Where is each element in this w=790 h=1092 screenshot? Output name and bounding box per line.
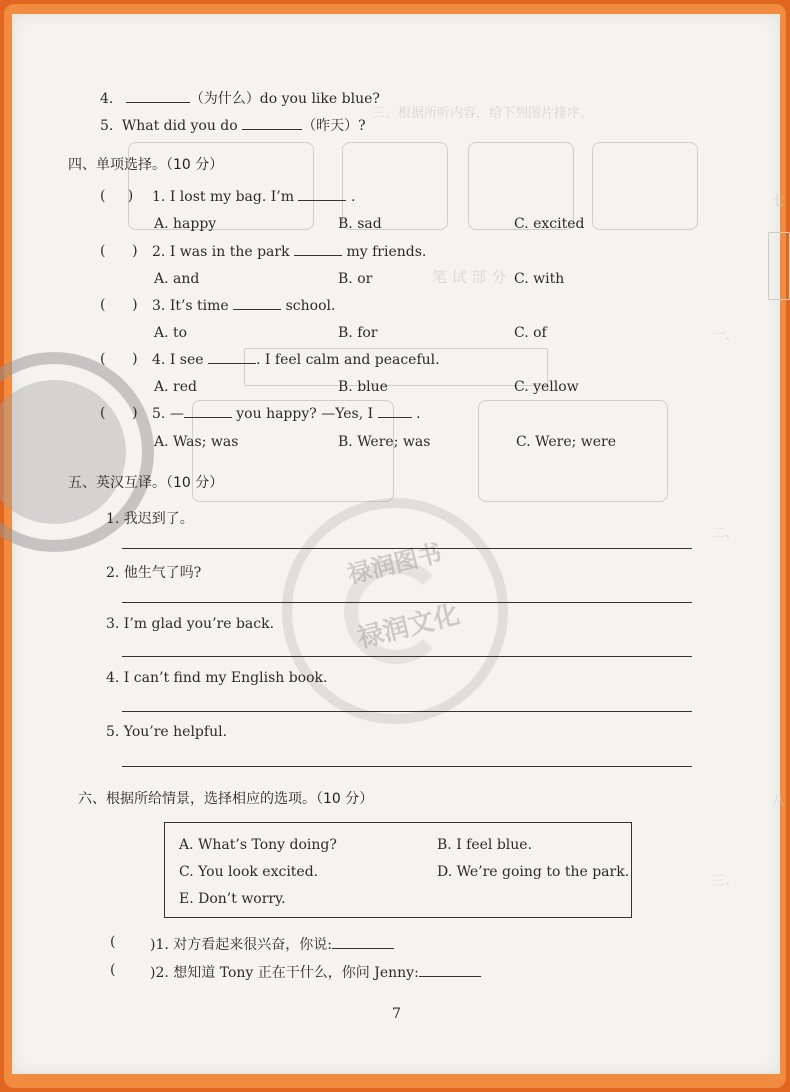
worksheet-page: [12, 14, 786, 1074]
watermark-line2: 禄润文化: [354, 599, 463, 655]
option-c: C. yellow: [514, 379, 579, 395]
translate-item-3: 3. I’m glad you’re back.: [106, 616, 275, 632]
situation-option-a: A. What’s Tony doing?: [179, 837, 337, 853]
question-text: It’s time: [169, 298, 229, 314]
question-number: )2.: [150, 965, 169, 981]
answer-paren[interactable]: ( ): [100, 297, 138, 313]
translate-item-4: 4. I can’t find my English book.: [106, 670, 328, 686]
question-text: school.: [285, 298, 336, 314]
translate-item-2: 2. 他生气了吗?: [106, 565, 202, 581]
answer-blank[interactable]: [242, 117, 302, 130]
answer-blank[interactable]: [332, 936, 394, 949]
answer-paren[interactable]: (: [110, 934, 143, 950]
answer-line[interactable]: [122, 548, 692, 549]
option-a: A. and: [154, 271, 200, 287]
question-text: .: [416, 406, 421, 422]
option-a: A. red: [154, 379, 197, 395]
question-text: you happy? —Yes, I: [236, 406, 374, 422]
option-c: C. of: [514, 325, 547, 341]
question-text: . I feel calm and peaceful.: [256, 352, 440, 368]
question-number: 5.: [152, 406, 166, 422]
question-text: —: [169, 406, 184, 422]
bleed-text: 一、: [712, 328, 739, 343]
answer-blank[interactable]: [233, 297, 281, 310]
question-text: What did you do: [121, 118, 238, 134]
answer-blank[interactable]: [298, 188, 346, 201]
situation-option-c: C. You look excited.: [179, 864, 319, 880]
question-text: my friends.: [346, 244, 427, 260]
answer-blank[interactable]: [208, 351, 256, 364]
question-text: I was in the park: [169, 244, 290, 260]
options-box: [164, 822, 632, 918]
translate-item-5: 5. You’re helpful.: [106, 724, 228, 740]
option-c: C. Were; were: [516, 434, 617, 450]
watermark-line1: 禄润图书: [344, 538, 445, 590]
answer-blank[interactable]: [419, 964, 481, 977]
section6-title: 六、根据所给情景，选择相应的选项。（10 分）: [78, 791, 374, 807]
option-c: C. with: [514, 271, 565, 287]
bleed-text: 笔 试 部 分: [432, 268, 507, 286]
option-c: C. excited: [514, 216, 585, 232]
question-hint: （昨天）?: [302, 118, 366, 134]
option-b: B. blue: [338, 379, 388, 395]
option-b: B. Were; was: [338, 434, 431, 450]
answer-line[interactable]: [122, 656, 692, 657]
bleed-text: 三、: [712, 874, 739, 889]
option-b: B. sad: [338, 216, 382, 232]
answer-blank[interactable]: [378, 405, 412, 418]
page-number: 7: [392, 1006, 401, 1022]
answer-line[interactable]: [122, 602, 692, 603]
question-number: )1.: [150, 937, 169, 953]
answer-blank[interactable]: [126, 90, 190, 103]
answer-blank[interactable]: [294, 243, 342, 256]
option-b: B. for: [338, 325, 378, 341]
option-a: A. to: [154, 325, 188, 341]
section4-title: 四、单项选择。（10 分）: [68, 157, 224, 173]
fill-question-5: [100, 115, 366, 135]
answer-paren[interactable]: (: [110, 962, 143, 978]
question-hint: （为什么）do you like blue?: [189, 91, 380, 107]
answer-paren[interactable]: ( ): [100, 351, 138, 367]
question-number: 2.: [152, 244, 166, 260]
answer-paren[interactable]: ( ): [100, 243, 138, 259]
situation-option-d: D. We’re going to the park.: [437, 864, 630, 880]
question-number: 4.: [100, 91, 114, 107]
translate-item-1: 1. 我迟到了。: [106, 511, 194, 527]
answer-line[interactable]: [122, 711, 692, 712]
question-text: I lost my bag. I’m: [169, 189, 295, 205]
question-text: 想知道 Tony 正在干什么，你问 Jenny:: [173, 965, 419, 981]
question-text: 对方看起来很兴奋，你说:: [173, 937, 332, 953]
question-number: 1.: [152, 189, 166, 205]
question-number: 3.: [152, 298, 166, 314]
question-number: 5.: [100, 118, 114, 134]
option-a: A. happy: [154, 216, 217, 232]
question-text: I see: [169, 352, 204, 368]
section5-title: 五、英汉互译。（10 分）: [68, 475, 224, 491]
bleed-text: 七: [772, 194, 786, 209]
answer-paren[interactable]: ( ): [100, 188, 134, 204]
bleed-box: [768, 232, 790, 300]
option-b: B. or: [338, 271, 373, 287]
answer-line[interactable]: [122, 766, 692, 767]
bleed-picture: [592, 142, 698, 230]
situation-option-e: E. Don’t worry.: [179, 891, 286, 907]
bleed-text: 八: [772, 794, 786, 809]
question-number: 4.: [152, 352, 166, 368]
question-text: .: [350, 189, 356, 205]
situation-option-b: B. I feel blue.: [437, 837, 533, 853]
answer-blank[interactable]: [184, 405, 232, 418]
bleed-text: 三、根据所听内容，给下列图片排序。: [372, 106, 594, 121]
bleed-picture: [478, 400, 668, 502]
answer-paren[interactable]: ( ): [100, 405, 138, 421]
fill-question-4: [100, 88, 380, 108]
bleed-text: 二、: [712, 526, 739, 541]
option-a: A. Was; was: [154, 434, 239, 450]
